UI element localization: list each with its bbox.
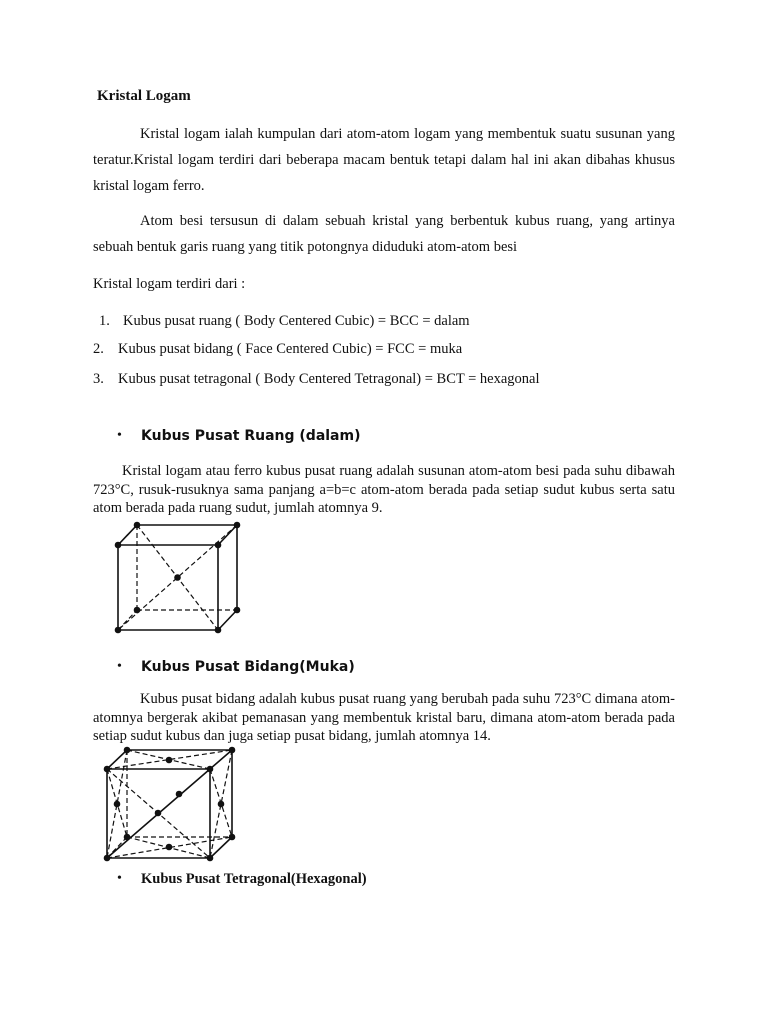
list-item-number: 3.: [93, 371, 104, 387]
section-heading-fcc: Kubus Pusat Bidang(Muka): [141, 659, 355, 675]
fcc-cube-diagram: [98, 742, 243, 864]
bullet-icon: •: [117, 428, 122, 443]
bullet-icon: •: [117, 659, 122, 674]
paragraph-atom-besi: Atom besi tersusun di dalam sebuah kristal yang berbentuk kubus ruang, yang artinya sebuah bentuk garis ruang yang titik potongnya diduduki atom-atom besi: [93, 213, 675, 255]
page-title: Kristal Logam: [97, 88, 191, 104]
section-heading-bcc: Kubus Pusat Ruang (dalam): [141, 428, 361, 444]
list-item-number: 2.: [93, 341, 104, 357]
list-item-number: 1.: [99, 313, 110, 329]
bcc-cube-diagram: [108, 515, 248, 640]
list-intro: Kristal logam terdiri dari :: [93, 276, 246, 292]
section-body-bcc: Kristal logam atau ferro kubus pusat ruang adalah susunan atom-atom besi pada suhu dibawah 723°C, rusuk-rusuknya sama panjang a=b=c atom-atom berada pada setiap sudut kubus serta satu atom berada pada ruang sudut, jumlah atomnya 9.: [93, 463, 675, 516]
paragraph-intro: Kristal logam ialah kumpulan dari atom-atom logam yang membentuk suatu susunan yang teratur.Kristal logam terdiri dari beberapa macam bentuk tetapi dalam hal ini akan dibahas khusus kristal logam ferro.: [93, 126, 675, 194]
section-heading-bct: Kubus Pusat Tetragonal(Hexagonal): [141, 871, 367, 887]
list-item-text: Kubus pusat bidang ( Face Centered Cubic) = FCC = muka: [118, 341, 463, 357]
section-body-fcc: Kubus pusat bidang adalah kubus pusat ruang yang berubah pada suhu 723°C dimana atom-atomnya bergerak akibat pemanasan yang membentuk kristal baru, dimana atom-atom berada pada setiap sudut kubus dan juga setiap pusat bidang, jumlah atomnya 14.: [93, 691, 675, 744]
bullet-icon: •: [117, 871, 122, 886]
list-item-text: Kubus pusat ruang ( Body Centered Cubic) = BCC = dalam: [123, 313, 470, 329]
list-item-text: Kubus pusat tetragonal ( Body Centered Tetragonal) = BCT = hexagonal: [118, 371, 540, 387]
